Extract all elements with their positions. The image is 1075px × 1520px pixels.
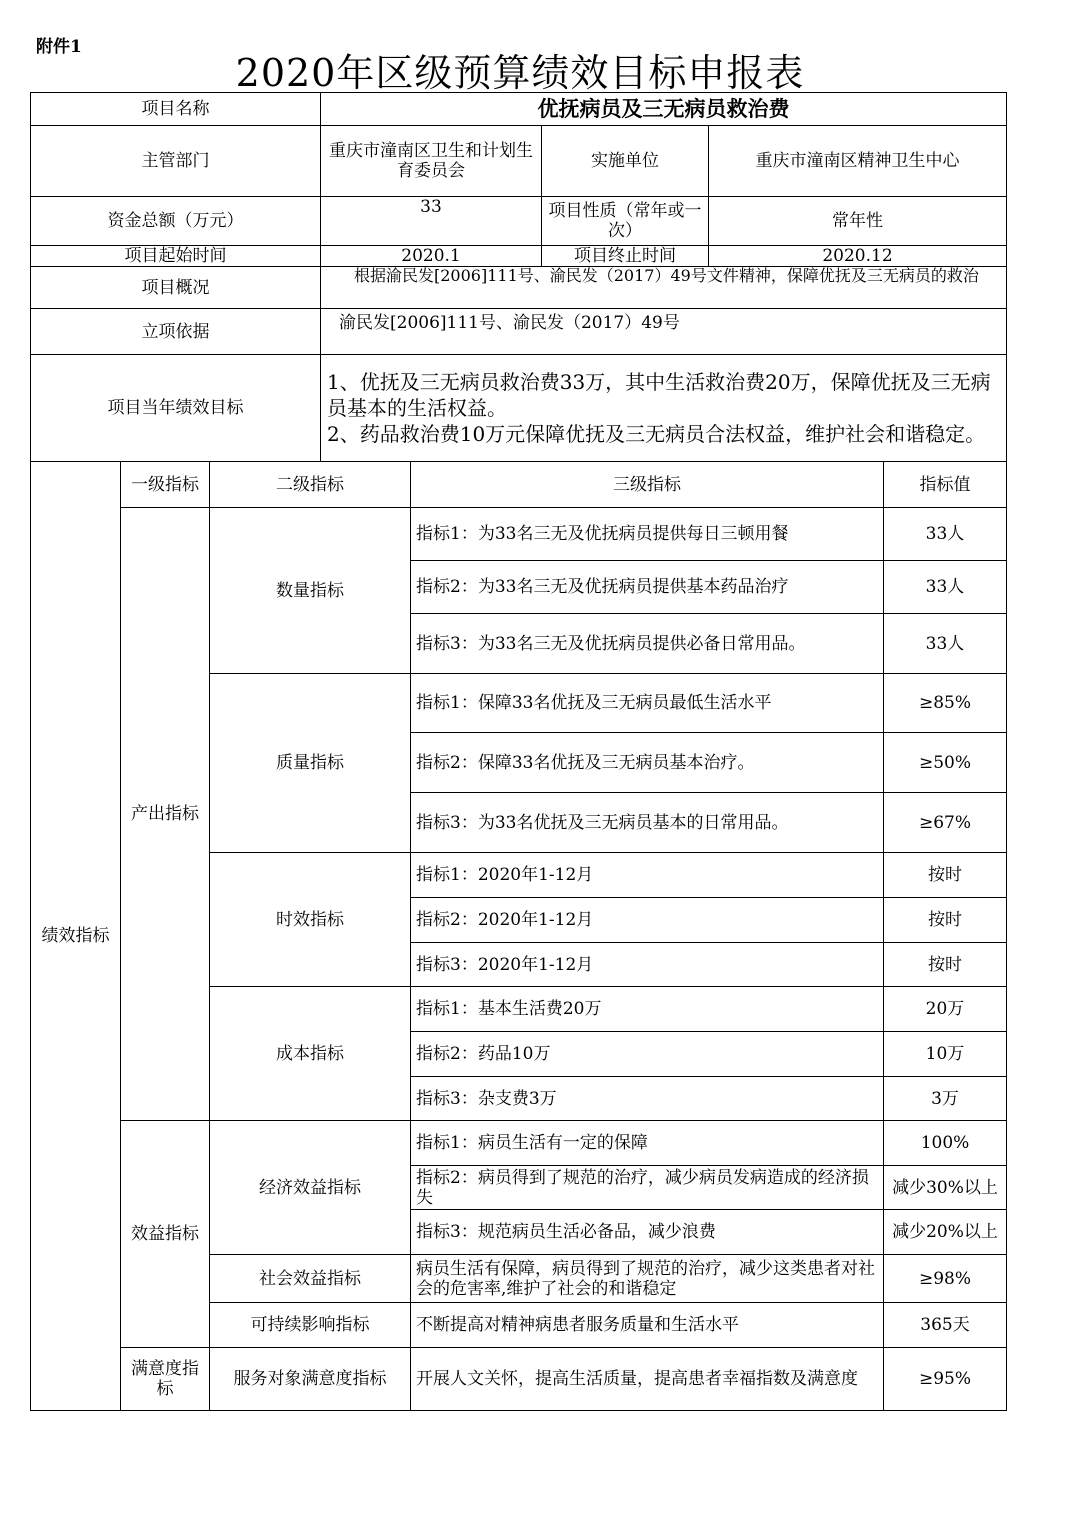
table-row-text: 指标3：为33名优抚及三无病员基本的日常用品。 [411, 793, 884, 853]
goal-label: 项目当年绩效目标 [31, 355, 321, 462]
economic-label: 经济效益指标 [210, 1121, 411, 1255]
table-row-text: 指标1：病员生活有一定的保障 [411, 1121, 884, 1166]
table-row-value: 按时 [884, 898, 1007, 943]
table-row-text: 指标1：保障33名优抚及三无病员最低生活水平 [411, 674, 884, 733]
table-row-text: 指标1：基本生活费20万 [411, 987, 884, 1032]
dept-label: 主管部门 [31, 126, 321, 197]
table-row-value: 3万 [884, 1077, 1007, 1121]
end-label: 项目终止时间 [542, 246, 709, 267]
satisfaction-label: 满意度指标 [121, 1348, 210, 1411]
quantity-label: 数量指标 [210, 508, 411, 674]
social-value: ≥98% [884, 1255, 1007, 1303]
outer-indicator-label: 绩效指标 [31, 462, 121, 1411]
funds-value: 33 [321, 197, 542, 246]
project-name-value: 优抚病员及三无病员救治费 [321, 93, 1007, 126]
start-label: 项目起始时间 [31, 246, 321, 267]
satisfaction-text: 开展人文关怀，提高生活质量，提高患者幸福指数及满意度 [411, 1348, 884, 1411]
output-label: 产出指标 [121, 508, 210, 1121]
table-row-value: 33人 [884, 614, 1007, 674]
header-value: 指标值 [884, 462, 1007, 508]
funds-label: 资金总额（万元） [31, 197, 321, 246]
unit-label: 实施单位 [542, 126, 709, 197]
table-row-value: ≥85% [884, 674, 1007, 733]
start-value: 2020.1 [321, 246, 542, 267]
social-text: 病员生活有保障，病员得到了规范的治疗，减少这类患者对社会的危害率,维护了社会的和谐稳定 [411, 1255, 884, 1303]
page-title: 2020年区级预算绩效目标申报表 [235, 51, 805, 95]
table-row-text: 指标3：为33名三无及优抚病员提供必备日常用品。 [411, 614, 884, 674]
goal-line-1: 1、优抚及三无病员救治费33万，其中生活救治费20万，保障优抚及三无病员基本的生活权益。 [327, 370, 991, 420]
goal-line-2: 2、药品救治费10万元保障优抚及三无病员合法权益，维护社会和谐稳定。 [327, 422, 986, 446]
sustain-label: 可持续影响指标 [210, 1303, 411, 1348]
header-level2: 二级指标 [210, 462, 411, 508]
overview-label: 项目概况 [31, 267, 321, 309]
nature-value: 常年性 [709, 197, 1007, 246]
table-row-value: ≥50% [884, 733, 1007, 793]
table-row-text: 指标2：2020年1-12月 [411, 898, 884, 943]
table-row-text: 指标2：病员得到了规范的治疗，减少病员发病造成的经济损失 [411, 1166, 884, 1210]
goal-value [321, 355, 1007, 462]
table-row-value: 100% [884, 1121, 1007, 1166]
satisfaction-sub-label: 服务对象满意度指标 [210, 1348, 411, 1411]
overview-value: 根据渝民发[2006]111号、渝民发（2017）49号文件精神，保障优抚及三无病员的救治 [321, 267, 1007, 309]
table-row-value: ≥67% [884, 793, 1007, 853]
sustain-value: 365天 [884, 1303, 1007, 1348]
table-row-text: 指标1：2020年1-12月 [411, 853, 884, 898]
basis-value: 渝民发[2006]111号、渝民发（2017）49号 [321, 309, 1007, 355]
satisfaction-value: ≥95% [884, 1348, 1007, 1411]
table-row-value: 10万 [884, 1032, 1007, 1077]
end-value: 2020.12 [709, 246, 1007, 267]
table-row-text: 指标2：药品10万 [411, 1032, 884, 1077]
table-row-value: 33人 [884, 508, 1007, 561]
header-level1: 一级指标 [121, 462, 210, 508]
basis-label: 立项依据 [31, 309, 321, 355]
table-row-text: 指标1：为33名三无及优抚病员提供每日三顿用餐 [411, 508, 884, 561]
social-label: 社会效益指标 [210, 1255, 411, 1303]
benefit-label: 效益指标 [121, 1121, 210, 1348]
table-row-text: 指标3：规范病员生活必备品，减少浪费 [411, 1210, 884, 1255]
nature-label: 项目性质（常年或一次） [542, 197, 709, 246]
table-row-text: 指标3：杂支费3万 [411, 1077, 884, 1121]
table-row-value: 减少30%以上 [884, 1166, 1007, 1210]
cost-label: 成本指标 [210, 987, 411, 1121]
quality-label: 质量指标 [210, 674, 411, 853]
table-row-value: 按时 [884, 853, 1007, 898]
table-row-value: 按时 [884, 943, 1007, 987]
attachment-label: 附件1 [36, 37, 82, 57]
table-row-text: 指标2：为33名三无及优抚病员提供基本药品治疗 [411, 561, 884, 614]
dept-value: 重庆市潼南区卫生和计划生育委员会 [321, 126, 542, 197]
table-row-value: 20万 [884, 987, 1007, 1032]
unit-value: 重庆市潼南区精神卫生中心 [709, 126, 1007, 197]
sustain-text: 不断提高对精神病患者服务质量和生活水平 [411, 1303, 884, 1348]
timeliness-label: 时效指标 [210, 853, 411, 987]
indicator-table [30, 461, 1007, 1411]
project-name-label: 项目名称 [31, 93, 321, 126]
table-row-text: 指标2：保障33名优抚及三无病员基本治疗。 [411, 733, 884, 793]
project-info-table [30, 92, 1007, 462]
table-row-value: 减少20%以上 [884, 1210, 1007, 1255]
header-level3: 三级指标 [411, 462, 884, 508]
table-row-value: 33人 [884, 561, 1007, 614]
table-row-text: 指标3：2020年1-12月 [411, 943, 884, 987]
